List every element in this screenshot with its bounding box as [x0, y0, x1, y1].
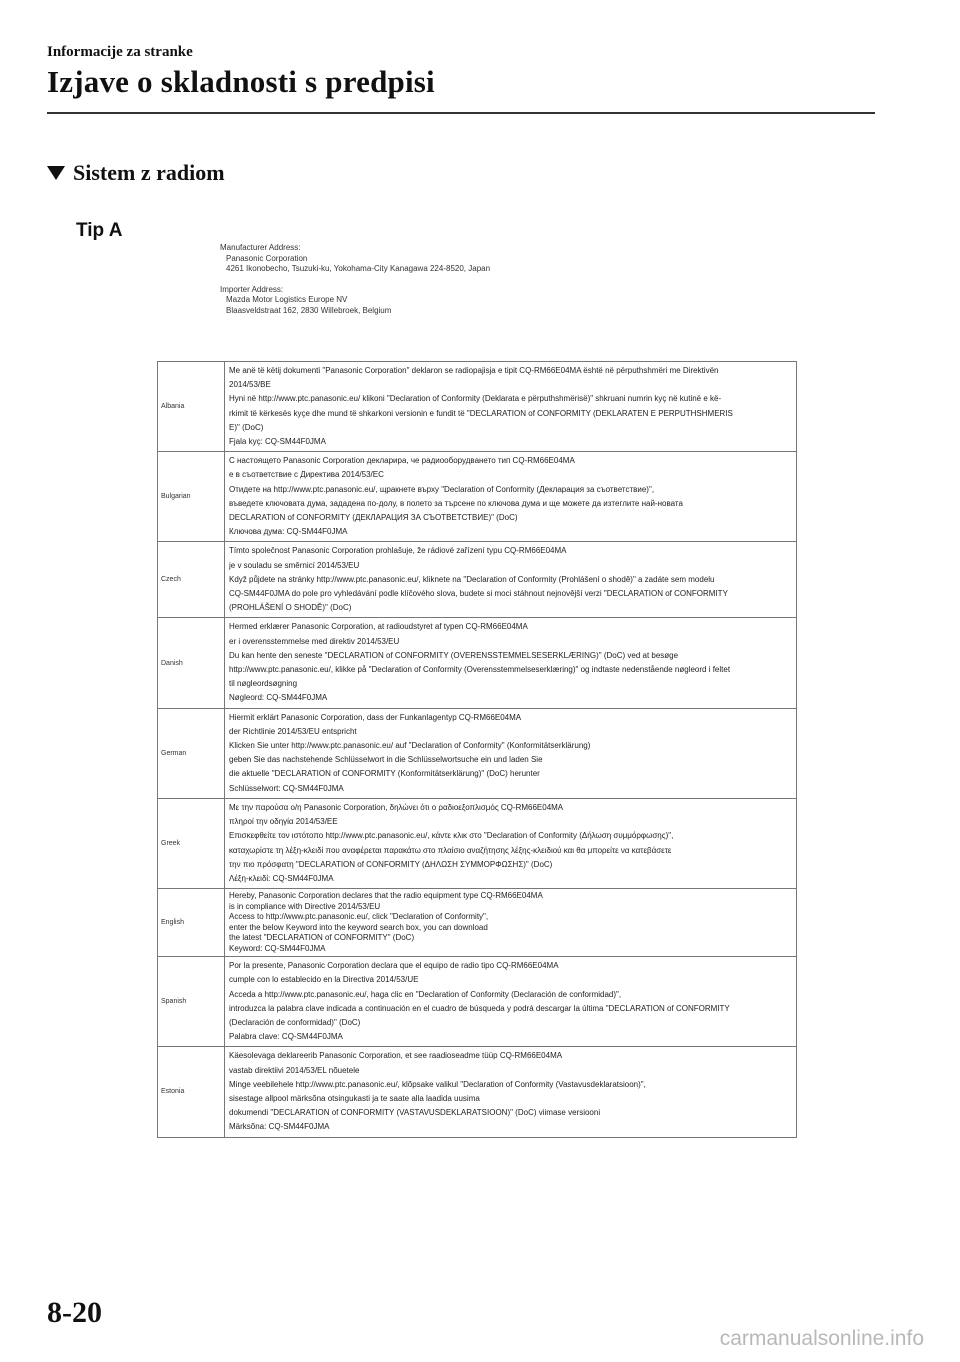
importer-label: Importer Address:	[220, 284, 284, 294]
declaration-line: Hyni në http://www.ptc.panasonic.eu/ klikoni "Declaration of Conformity (Deklarata e përputhshmërisë)" shkruani numrin kyç në kutinë e kë-	[229, 394, 722, 404]
declaration-line: С настоящето Panasonic Corporation декларира, че радиооборудването тип CQ-RM66E04MA	[229, 456, 575, 466]
declaration-text-cell	[225, 889, 797, 957]
declaration-row	[158, 889, 797, 957]
declaration-row	[158, 1047, 797, 1137]
declaration-line: Acceda a http://www.ptc.panasonic.eu/, haga clic en "Declaration of Conformity (Declaración de conformidad)",	[229, 989, 622, 999]
declaration-line: την πιο πρόσφατη "DECLARATION of CONFORMITY (ΔΗΛΩΣΗ ΣΥΜΜΟΡΦΩΣΗΣ)" (DoC)	[229, 859, 553, 869]
declaration-line: Por la presente, Panasonic Corporation declara que el equipo de radio tipo CQ-RM66E04MA	[229, 961, 559, 971]
declaration-line: is in compliance with Directive 2014/53/EU	[229, 901, 381, 911]
declaration-line: Με την παρούσα ο/η Panasonic Corporation, δηλώνει ότι ο ραδιοεξοπλισμός CQ-RM66E04MA	[229, 802, 564, 812]
declaration-line: Ключова дума: CQ-SM44F0JMA	[229, 527, 348, 537]
manufacturer-line: Panasonic Corporation	[226, 253, 308, 263]
declaration-line: Keyword: CQ-SM44F0JMA	[229, 943, 326, 953]
declaration-line: Klicken Sie unter http://www.ptc.panasonic.eu/ auf "Declaration of Conformity" (Konformitätserklärung)	[229, 741, 591, 751]
declaration-row	[158, 798, 797, 888]
declaration-line: E)" (DoC)	[229, 422, 264, 432]
declaration-row	[158, 452, 797, 542]
declaration-row	[158, 957, 797, 1047]
declaration-line: въведете ключовата дума, зададена по-долу, в полето за търсене по ключова дума и ще можете да изтеглите най-новата	[229, 498, 683, 508]
declaration-line: dokumendi "DECLARATION of CONFORMITY (VASTAVUSDEKLARATSIOON)" (DoC) viimase versiooni	[229, 1108, 601, 1118]
subheading	[47, 160, 225, 186]
watermark: carmanualsonline.info	[719, 1327, 924, 1350]
importer-line: Mazda Motor Logistics Europe NV	[226, 295, 348, 304]
declaration-line: (Declaración de conformidad)" (DoC)	[229, 1017, 361, 1027]
declaration-line: the latest "DECLARATION of CONFORMITY" (DoC)	[229, 933, 415, 943]
triangle-down-icon	[47, 166, 65, 180]
declaration-text-cell	[225, 957, 797, 1047]
declaration-line: geben Sie das nachstehende Schlüsselwort in die Schlüsselwortsuche ein und laden Sie	[229, 755, 543, 765]
page-number: 8-20	[47, 1296, 102, 1329]
declaration-line: Käesolevaga deklareerib Panasonic Corporation, et see raadioseadme tüüp CQ-RM66E04MA	[229, 1051, 563, 1061]
language-cell: German	[158, 708, 225, 798]
section-label: Informacije za stranke	[47, 44, 193, 60]
declaration-line: πληροί την οδηγία 2014/53/ΕΕ	[229, 817, 338, 827]
declaration-text-cell	[225, 798, 797, 888]
declaration-text-cell	[225, 618, 797, 708]
declaration-row	[158, 618, 797, 708]
declaration-line: DECLARATION of CONFORMITY (ДЕКЛАРАЦИЯ ЗА СЪОТВЕТСТВИЕ)" (DoC)	[229, 513, 518, 523]
importer-line: Blaasveldstraat 162, 2830 Willebroek, Belgium	[226, 305, 392, 315]
language-cell: Albania	[158, 362, 225, 452]
manufacturer-line: 4261 Ikonobecho, Tsuzuki-ku, Yokohama-City Kanagawa 224-8520, Japan	[226, 264, 491, 273]
declaration-line: til nøgleordsøgning	[229, 679, 298, 689]
declaration-line: Märksõna: CQ-SM44F0JMA	[229, 1122, 330, 1132]
declaration-line: Отидете на http://www.ptc.panasonic.eu/, щракнете върху "Declaration of Conformity (Декларация за съответствие)",	[229, 484, 655, 494]
type-label: Tip A	[76, 220, 123, 241]
declaration-text-cell	[225, 452, 797, 542]
language-cell: Czech	[158, 542, 225, 618]
declaration-line: CQ-SM44F0JMA do pole pro vyhledávání podle klíčového slova, budete si moci stáhnout nejnovější verzi "DECLARATION of CONFORMITY	[229, 589, 728, 599]
declarations-table	[157, 361, 797, 1138]
declaration-line: Λέξη-κλειδί: CQ-SM44F0JMA	[229, 873, 334, 883]
declaration-line: sisestage allpool märksõna otsingukasti ja te saate alla laadida uusima	[229, 1093, 480, 1103]
declaration-line: Tímto společnost Panasonic Corporation prohlašuje, že rádiové zařízení typu CQ-RM66E04MA	[229, 546, 567, 556]
declaration-text-cell	[225, 542, 797, 618]
language-cell: Spanish	[158, 957, 225, 1047]
declaration-line: enter the below Keyword into the keyword search box, you can download	[229, 922, 488, 932]
declaration-line: der Richtlinie 2014/53/EU entspricht	[229, 726, 357, 736]
declaration-line: Access to http://www.ptc.panasonic.eu/, click "Declaration of Conformity",	[229, 912, 489, 922]
declaration-line: Palabra clave: CQ-SM44F0JMA	[229, 1032, 343, 1042]
declaration-line: cumple con lo establecido en la Directiva 2014/53/UE	[229, 975, 419, 985]
language-cell: Greek	[158, 798, 225, 888]
declaration-text-cell	[225, 1047, 797, 1137]
language-cell: Estonia	[158, 1047, 225, 1137]
title-divider	[47, 112, 875, 114]
subheading-text: Sistem z radiom	[73, 160, 225, 185]
language-cell: Danish	[158, 618, 225, 708]
declaration-line: Hereby, Panasonic Corporation declares that the radio equipment type CQ-RM66E04MA	[229, 891, 543, 901]
declaration-line: Nøgleord: CQ-SM44F0JMA	[229, 693, 328, 703]
page-title: Izjave o skladnosti s predpisi	[47, 64, 435, 99]
language-cell: English	[158, 889, 225, 957]
manufacturer-label: Manufacturer Address:	[220, 243, 301, 252]
declaration-row	[158, 362, 797, 452]
declaration-line: καταχωρίστε τη λέξη-κλειδί που αναφέρεται παρακάτω στο πλαίσιο αναζήτησης λέξης-κλειδιού και θα μπορείτε να κατεβάσετε	[229, 845, 672, 855]
declaration-line: 2014/53/BE	[229, 380, 271, 390]
declaration-line: introduzca la palabra clave indicada a continuación en el cuadro de búsqueda y podrá descargar la última "DECLARATION of CONFORMITY	[229, 1003, 730, 1013]
language-cell: Bulgarian	[158, 452, 225, 542]
declaration-row	[158, 542, 797, 618]
declaration-line: Επισκεφθείτε τον ιστότοπο http://www.ptc.panasonic.eu/, κάντε κλικ στο "Declaration of Conformity (Δήλωση συμμόρφωσης)",	[229, 831, 674, 841]
address-block	[220, 243, 490, 316]
declaration-line: Hermed erklærer Panasonic Corporation, at radioudstyret af typen CQ-RM66E04MA	[229, 622, 528, 632]
declaration-text-cell	[225, 362, 797, 452]
declaration-line: rkimit të kërkesës kyçe dhe mund të shkarkoni versionin e fundit të "DECLARATION of CONFORMITY (DEKLARATEN E PERPUTHSHMERIS	[229, 408, 733, 418]
declaration-row	[158, 708, 797, 798]
declaration-line: die aktuelle "DECLARATION of CONFORMITY (Konformitätserklärung)" (DoC) herunter	[229, 769, 540, 779]
declaration-line: vastab direktiivi 2014/53/EL nõuetele	[229, 1065, 360, 1075]
declaration-line: http://www.ptc.panasonic.eu/, klikke på "Declaration of Conformity (Overensstemmelseserklæring)" og indtaste nedenstående nøgleord i feltet	[229, 665, 731, 675]
declaration-line: Minge veebilehele http://www.ptc.panasonic.eu/, klõpsake valikul "Declaration of Conformity (Vastavusdeklaratsioon)",	[229, 1079, 646, 1089]
declaration-line: Schlüsselwort: CQ-SM44F0JMA	[229, 783, 344, 793]
declaration-text-cell	[225, 708, 797, 798]
declaration-line: Když půjdete na stránky http://www.ptc.panasonic.eu/, kliknete na "Declaration of Conformity (Prohlášení o shodě)" a zadáte sem modelu	[229, 574, 715, 584]
declaration-line: er i overensstemmelse med direktiv 2014/53/EU	[229, 636, 400, 646]
declaration-line: Hiermit erklärt Panasonic Corporation, dass der Funkanlagentyp CQ-RM66E04MA	[229, 712, 522, 722]
declaration-line: Fjala kyç: CQ-SM44F0JMA	[229, 437, 326, 447]
declaration-line: е в съответствие с Директива 2014/53/ЕС	[229, 470, 384, 480]
declaration-line: Me anë të këtij dokumenti "Panasonic Corporation" deklaron se radiopajisja e tipit CQ-RM66E04MA është në përputhshmëri me Direktivën	[229, 366, 719, 375]
declaration-line: Du kan hente den seneste "DECLARATION of CONFORMITY (OVERENSSTEMMELSESERKLÆRING)" (DoC) ved at besøge	[229, 650, 679, 660]
declaration-line: je v souladu se směrnicí 2014/53/EU	[229, 560, 360, 570]
declaration-line: (PROHLÁŠENÍ O SHODĚ)" (DoC)	[229, 603, 352, 613]
